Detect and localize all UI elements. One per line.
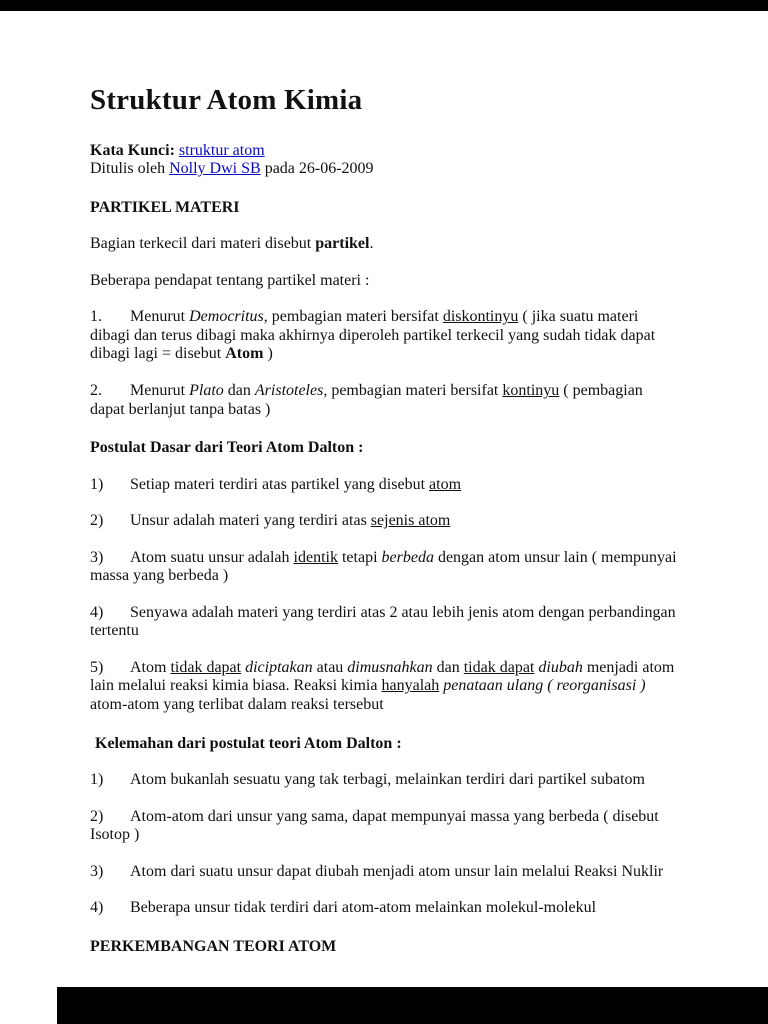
item-number: 1. [90, 308, 102, 326]
postulate-item-1 [90, 476, 678, 495]
text-run: Atom [130, 658, 171, 676]
item-number: 2) [90, 807, 104, 825]
item-number: 2. [90, 382, 102, 399]
text-run: Atom-atom dari unsur yang sama, dapat mempunyai massa yang berbeda ( disebut Isotop ) [90, 807, 659, 844]
text-run: Senyawa adalah materi yang terdiri atas 2 atau lebih jenis atom dengan perbandingan tertentu [90, 603, 676, 640]
text-run: atau [312, 658, 348, 676]
section-heading-postulat-dalton: Postulat Dasar dari Teori Atom Dalton : [90, 439, 364, 457]
scan-border-top [0, 0, 768, 11]
text-run: ) [263, 345, 273, 363]
text-run: dimusnahkan [347, 658, 433, 676]
weakness-item-4 [90, 899, 678, 918]
document-meta [90, 142, 678, 179]
text-run: dengan atom unsur lain ( mempunyai massa yang berbeda ) [90, 548, 677, 585]
keywords-line [90, 142, 678, 161]
text-run: menjadi atom lain melalui reaksi kimia biasa. Reaksi kimia [90, 658, 675, 695]
item-number: 3) [90, 862, 104, 880]
text-run: atom [429, 475, 462, 493]
item-number: 4) [90, 603, 104, 621]
text-run: Plato [189, 382, 224, 399]
postulate-item-3 [90, 549, 678, 586]
item-body [90, 549, 677, 585]
text-run: Menurut [130, 308, 190, 326]
item-body [90, 308, 655, 362]
postulate-item-4 [90, 604, 678, 641]
section-heading-perkembangan-teori-atom: PERKEMBANGAN TEORI ATOM [90, 937, 337, 955]
text-run: pada 26-06-2009 [260, 160, 374, 178]
text-run: Menurut [130, 382, 190, 399]
text-run: Democritus [189, 308, 264, 326]
item-number: 1) [90, 771, 104, 789]
text-run: tidak dapat [170, 658, 242, 676]
paragraph-bagian-terkecil [90, 235, 678, 254]
text-run: tetapi [337, 548, 382, 566]
postulate-item-5 [90, 659, 678, 715]
section-heading-partikel-materi: PARTIKEL MATERI [90, 198, 240, 216]
text-run: Atom [225, 345, 264, 363]
text-run: dan [223, 382, 255, 399]
text-run: identik [293, 548, 338, 566]
item-body [130, 771, 645, 788]
text-run: dan [432, 658, 464, 676]
item-number: 4) [90, 899, 104, 917]
item-body [130, 899, 596, 916]
scan-border-bottom [57, 987, 768, 1024]
byline [90, 160, 678, 179]
text-run: ( jika suatu materi dibagi dan terus dibagi maka akhirnya diperoleh partikel terkecil yang sudah tidak dapat dibagi lagi = disebut [90, 308, 656, 363]
section-heading-kelemahan-dalton: Kelemahan dari postulat teori Atom Dalton : [95, 734, 402, 752]
item-body [130, 476, 461, 493]
item-body [130, 512, 450, 529]
text-run: Atom suatu unsur adalah [130, 548, 294, 566]
text-run: Atom dari suatu unsur dapat diubah menjadi atom unsur lain melalui Reaksi Nuklir [130, 862, 664, 880]
text-run: Setiap materi terdiri atas partikel yang disebut [130, 475, 430, 493]
text-run: diskontinyu [442, 308, 519, 326]
text-run: Beberapa unsur tidak terdiri dari atom-atom melainkan molekul-molekul [130, 899, 597, 917]
document-title: Struktur Atom Kimia [90, 84, 363, 116]
paragraph-beberapa-pendapat [90, 272, 678, 291]
text-run: , pembagian materi bersifat [323, 382, 503, 399]
text-run: partikel [315, 235, 370, 253]
text-run: tidak dapat [463, 658, 535, 676]
keyword-link[interactable]: struktur atom [178, 141, 265, 159]
text-run: ( pembagian dapat berlanjut tanpa batas ) [90, 382, 643, 418]
text-run: penataan ulang ( reorganisasi ) [443, 677, 646, 695]
item-number: 5) [90, 658, 104, 676]
text-run: diciptakan [245, 658, 313, 676]
text-run: Atom bukanlah sesuatu yang tak terbagi, melainkan terdiri dari partikel subatom [130, 771, 645, 789]
numbered-item-plato-aristoteles [90, 382, 678, 419]
text-run: Kata Kunci: [90, 141, 179, 159]
text-run: hanyalah [381, 677, 440, 695]
weakness-item-1 [90, 771, 678, 790]
text-run: Aristoteles [254, 382, 324, 399]
item-body [90, 659, 674, 713]
item-body [90, 808, 659, 844]
numbered-item-democritus [90, 308, 678, 364]
item-number: 3) [90, 548, 104, 566]
weakness-item-2 [90, 808, 678, 845]
text-run: , pembagian materi bersifat [263, 308, 443, 326]
item-body [90, 604, 676, 640]
text-run: atom-atom yang terlibat dalam reaksi tersebut [90, 696, 384, 714]
text-run: sejenis atom [370, 512, 451, 530]
item-body [90, 382, 643, 418]
item-body [130, 863, 663, 880]
text-run: . [369, 235, 374, 253]
text-run: Beberapa pendapat tentang partikel materi : [90, 271, 370, 289]
text-run: Unsur adalah materi yang terdiri atas [130, 512, 371, 530]
text-run: Bagian terkecil dari materi disebut [90, 235, 316, 253]
text-run: Ditulis oleh [90, 160, 170, 178]
text-run: berbeda [381, 548, 434, 566]
postulate-item-2 [90, 512, 678, 531]
weakness-item-3 [90, 863, 678, 882]
item-number: 2) [90, 512, 104, 530]
text-run: diubah [538, 658, 583, 676]
item-number: 1) [90, 475, 104, 493]
text-run: kontinyu [502, 382, 560, 399]
author-link[interactable]: Nolly Dwi SB [169, 160, 261, 178]
